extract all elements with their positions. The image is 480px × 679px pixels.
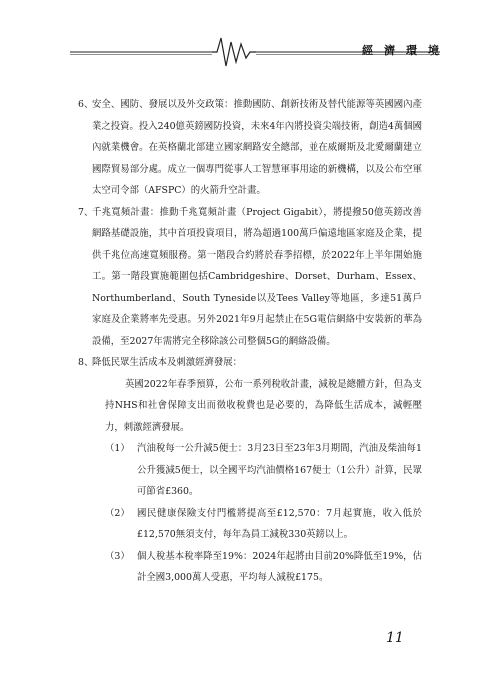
list-item-text: 降低民眾生活成本及刺激經濟發展： [92, 357, 243, 368]
sub-list-item-text: 個人稅基本稅率降至19%：2024年起將由目前20%降低至19%，估計全國3,000萬人受惠，平均每人減稅£175。 [137, 550, 422, 583]
list-item-number: 8、 [78, 357, 94, 368]
sub-list-item-number: （1） [105, 443, 130, 454]
budget-paragraph: 英國2022年春季預算，公布一系列稅收計畫，減稅是總體方針，但為支持NHS和社會保障支出而徵收稅費也是必要的，為降低生活成本，減輕壓力，刺激經濟發展。 [105, 378, 422, 433]
list-item [78, 202, 422, 353]
list-item-number: 7、 [78, 206, 94, 218]
sub-list-item-number: （3） [105, 550, 130, 562]
sub-list-item [92, 503, 422, 546]
sub-list-item-number: （2） [105, 507, 130, 519]
document-body [78, 94, 422, 589]
list-item-number: 6、 [78, 99, 94, 110]
list-item [78, 94, 422, 202]
page-number: 11 [386, 630, 404, 646]
header-title: 經濟環境 [362, 44, 450, 57]
sub-list-item-text: 國民健康保險支付門檻將提高至£12,570：7月起實施，收入低於£12,570無須支付，每年為員工減稅330英鎊以上。 [137, 507, 422, 540]
sub-list-item [92, 438, 422, 503]
list-item-text: 安全、國防、發展以及外交政策：推動國防、創新技術及替代能源等英國國內產業之投資。投入240億英鎊國防投資，未來4年內將投資尖端技術，創造4萬個國內就業機會。在英格蘭北部建立國家網路安全總部，並在威爾斯及北愛爾蘭建立國際貿易部分處。成立一個專門從事人工智慧軍事用途的新機構，以及公布空軍太空司令部（AFSPC）的火箭升空計畫。 [92, 99, 422, 196]
sub-list-item-text: 汽油稅每一公升減5便士：3月23日至23年3月期間，汽油及柴油每1公升獲減5便士，以全國平均汽油價格167便士（1公升）計算，民眾可節省£360。 [137, 443, 422, 497]
list-item [78, 352, 422, 374]
list-item-text: 千兆寬頻計畫：推動千兆寬頻計畫（Project Gigabit），將提撥50億英鎊改善網路基礎設施，其中首項投資項目，將為超過100萬戶偏遠地區家庭及企業，提供千兆位高速寬頻服務。第一階段合約將於春季招標，於2022年上半年開始施工。第一階段實施範圍包括Cambridgeshire、Dorset、Durham、Essex、Northumberland、South Tyneside以及Tees Valley等地區，多達51萬戶家庭及企業將率先受惠。另外2021年9月起禁止在5G電信網絡中安裝新的華為設備，至2027年需將完全移除該公司整個5G的網絡設備。 [92, 206, 422, 347]
page-header [0, 30, 480, 80]
sub-list-item [92, 546, 422, 589]
